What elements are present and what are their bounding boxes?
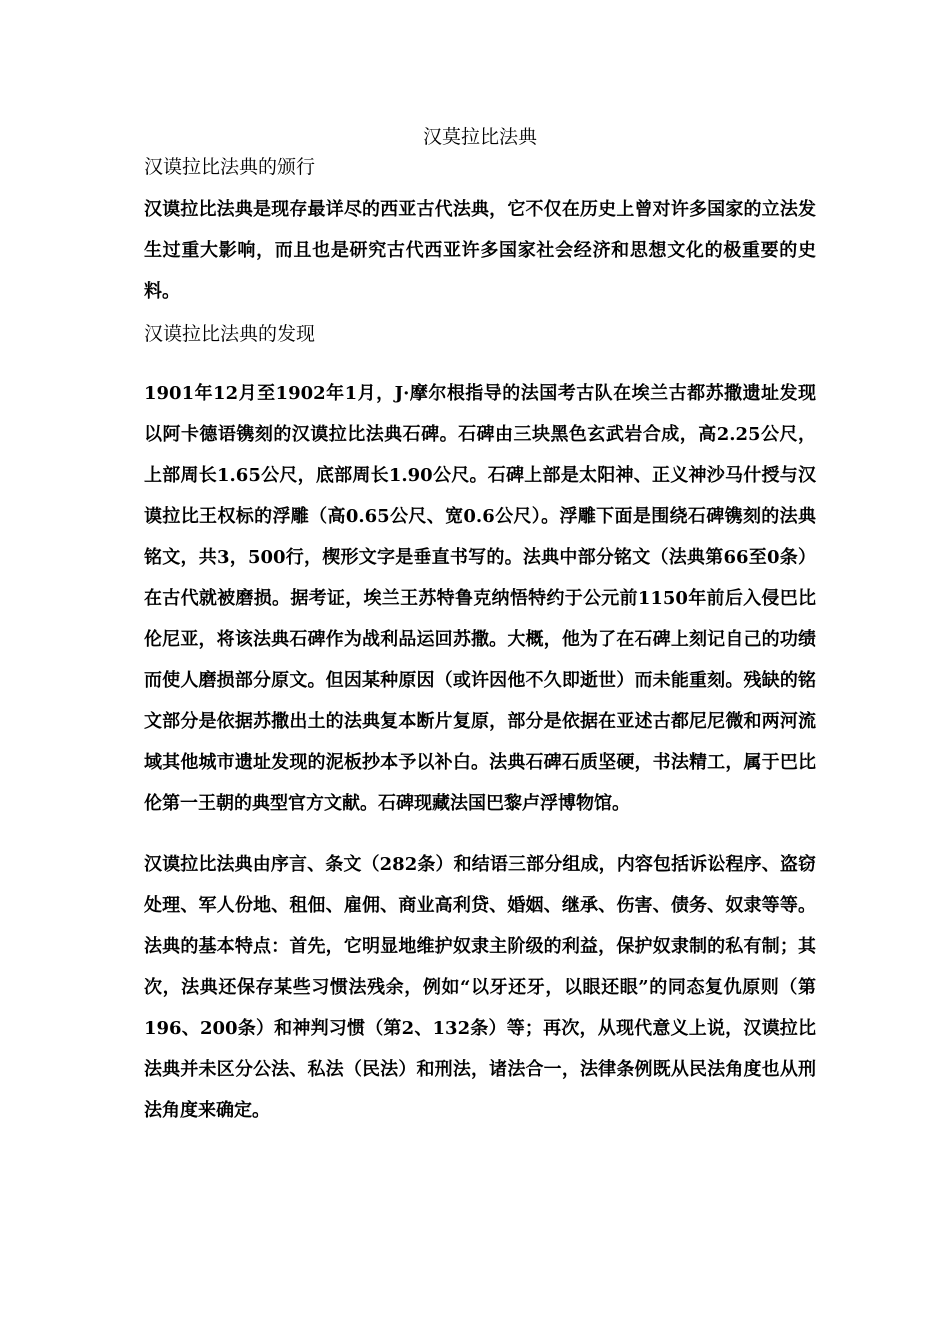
spacer [144, 312, 816, 319]
section-heading-discovery: 汉谟拉比法典的发现 [144, 323, 316, 345]
section-paragraph-structure: 汉谟拉比法典由序言、条文（282条）和结语三部分组成，内容包括诉讼程序、盗窃处理、军人份地、租佃、雇佣、商业高利贷、婚姻、继承、伤害、债务、奴隶等等。法典的基本特点：首先，它明显地维护奴隶主阶级的利益，保护奴隶制的私有制；其次，法典还保存某些习惯法残余，例如“以牙还牙，以眼还眼”的同态复仇原则（第196、200条）和神判习惯（第2、132条）等；再次，从现代意义上说，汉谟拉比法典并未区分公法、私法（民法）和刑法，诸法合一，法律条例既从民法角度也从刑法角度来确定。 [144, 854, 816, 1121]
section-heading-promulgation: 汉谟拉比法典的颁行 [144, 156, 316, 178]
document-body [144, 122, 816, 1131]
spacer [144, 824, 816, 844]
spacer [144, 349, 816, 373]
spacer [144, 182, 816, 189]
section-paragraph-discovery: 1901年12月至1902年1月，J·摩尔根指导的法国考古队在埃兰古都苏撒遗址发现以阿卡德语镌刻的汉谟拉比法典石碑。石碑由三块黑色玄武岩合成，高2.25公尺，上部周长1.65公尺，底部周长1.90公尺。石碑上部是太阳神、正义神沙马什授与汉谟拉比王权标的浮雕（高0.65公尺、宽0.6公尺）。浮雕下面是围绕石碑镌刻的法典铭文，共3，500行，楔形文字是垂直书写的。法典中部分铭文（法典第66至0条）在古代就被磨损。据考证，埃兰王苏特鲁克纳悟特约于公元前1150年前后入侵巴比伦尼亚，将该法典石碑作为战利品运回苏撒。大概，他为了在石碑上刻记自己的功绩而使人磨损部分原文。但因某种原因（或许因他不久即逝世）而未能重刻。残缺的铭文部分是依据苏撒出土的法典复本断片复原，部分是依据在亚述古都尼尼微和两河流域其他城市遗址发现的泥板抄本予以补白。法典石碑石质坚硬，书法精工，属于巴比伦第一王朝的典型官方文献。石碑现藏法国巴黎卢浮博物馆。 [144, 383, 816, 814]
section-paragraph-promulgation: 汉谟拉比法典是现存最详尽的西亚古代法典，它不仅在历史上曾对许多国家的立法发生过重大影响，而且也是研究古代西亚许多国家社会经济和思想文化的极重要的史料。 [144, 199, 816, 302]
document-title: 汉莫拉比法典 [422, 126, 537, 148]
